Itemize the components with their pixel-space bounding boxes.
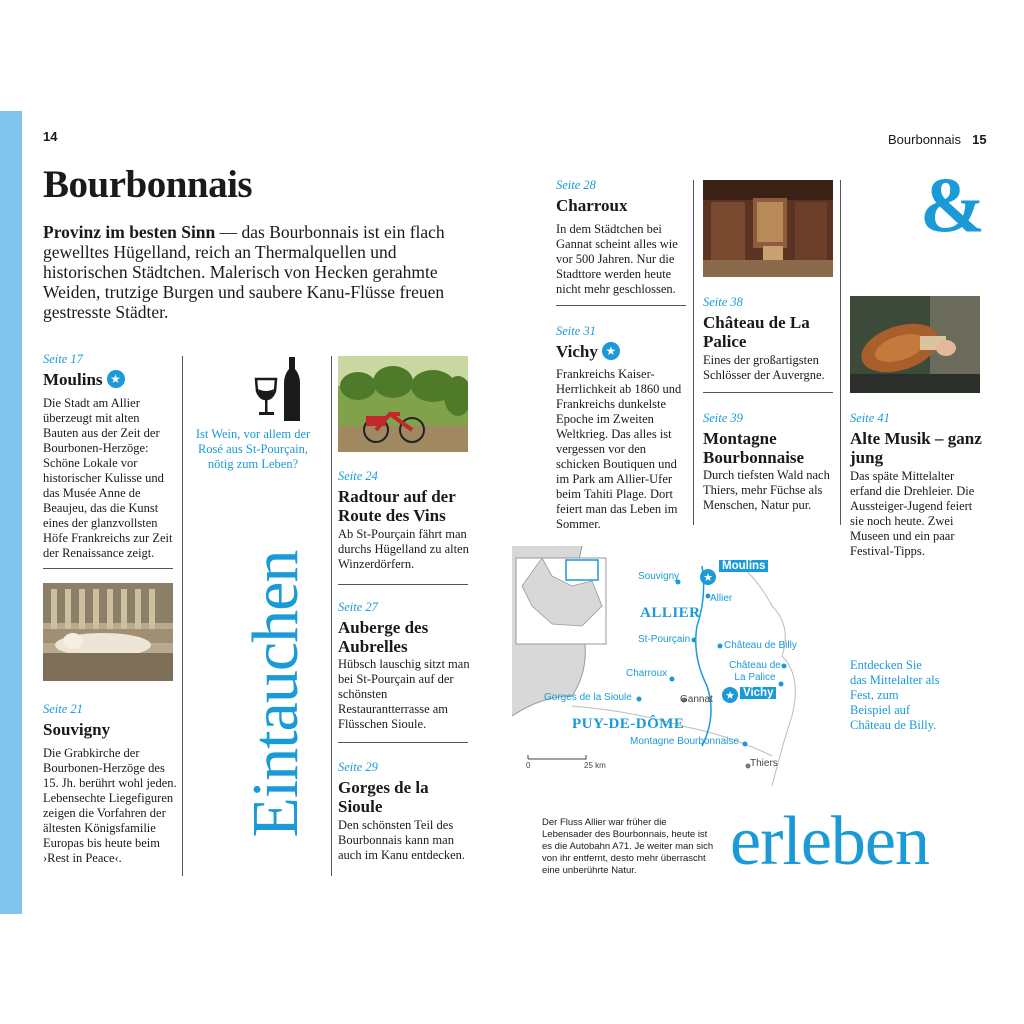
map-label-charroux: Charroux bbox=[626, 668, 668, 679]
charroux-heading: Charroux bbox=[556, 196, 628, 215]
tomb-photo bbox=[43, 583, 173, 681]
vichy-heading bbox=[556, 342, 620, 361]
hurdy-gurdy-photo bbox=[850, 296, 980, 393]
map-label-gorges: Gorges de la Sioule bbox=[544, 692, 632, 703]
chateau-interior-photo bbox=[703, 180, 833, 277]
column-divider bbox=[840, 180, 841, 525]
moulins-text: Die Stadt am Allier überzeugt mit alten Bauten aus der Zeit der Bourbonen-Herzöge: Schöne Lokale vor historischer Kulisse und das Musée Anne de Beaujeu, das die Kunst eines der glanzvollsten Höfe Frankreichs zur Zeit der Renaissance zeigt. bbox=[43, 396, 173, 560]
column-divider bbox=[331, 356, 332, 876]
radtour-seite: Seite 24 bbox=[338, 469, 378, 483]
map-label-gannat: Gannat bbox=[680, 694, 713, 705]
page-number-left: 14 bbox=[43, 129, 58, 144]
charroux-text: In dem Städtchen bei Gannat scheint alles wie vor 500 Jahren. Nur die Stadttore werden heute nicht mehr geschlossen. bbox=[556, 222, 678, 296]
map-label-montagne: Montagne Bourbonnaise bbox=[630, 736, 739, 747]
vineyard-bicycle-photo bbox=[338, 356, 468, 452]
wine-question: Ist Wein, vor allem der Rosé aus St-Pourçain, nötig zum Leben? bbox=[195, 427, 311, 471]
auberge-seite: Seite 27 bbox=[338, 600, 378, 614]
musik-seite: Seite 41 bbox=[850, 411, 890, 425]
auberge-text: Hübsch lauschig sitzt man bei St-Pourçain auf der schönsten Restaurantterrasse am Flüsschen Sioule. bbox=[338, 657, 470, 731]
gorges-heading: Gorges de la Sioule bbox=[338, 778, 429, 816]
montagne-text: Durch tiefsten Wald nach Thiers, mehr Füchse als Menschen, Natur pur. bbox=[703, 468, 830, 512]
map-scale-zero: 0 bbox=[526, 761, 531, 770]
map-region-puy: PUY-DE-DÔME bbox=[572, 716, 685, 732]
page-edge-bar bbox=[0, 111, 22, 914]
moulins-heading bbox=[43, 370, 125, 389]
map-label-chateau-lapalice: Château de La Palice bbox=[729, 660, 781, 683]
svg-text:★: ★ bbox=[703, 571, 713, 584]
moulins-heading-text: Moulins bbox=[43, 370, 103, 389]
divider bbox=[703, 392, 833, 393]
map-region-allier: ALLIER bbox=[640, 605, 701, 621]
map-caption: Der Fluss Allier war früher die Lebensader des Bourbonnais, heute ist es die Autobahn A71. Je weiter man sich von ihr entfernt, desto mehr überrascht eine unberührte Natur. bbox=[542, 817, 714, 876]
chateau-heading: Château de La Palice bbox=[703, 313, 810, 351]
souvigny-heading: Souvigny bbox=[43, 720, 111, 739]
divider bbox=[43, 568, 173, 569]
map-label-souvigny: Souvigny bbox=[638, 571, 680, 582]
intro-text: — das Bourbonnais ist ein flach gewelltes Hügelland, reich an Thermalquellen und historischen Städtchen. Malerisch von Hecken gerahmte Weiden, trutzige Burgen und saubere Kanu-Flüsse freuen gestresste Städter. bbox=[43, 222, 445, 322]
auberge-heading: Auberge des Aubrelles bbox=[338, 618, 429, 656]
star-icon: ★ bbox=[107, 370, 125, 388]
chateau-seite: Seite 38 bbox=[703, 295, 743, 309]
divider bbox=[338, 584, 468, 585]
musik-heading: Alte Musik – ganz jung bbox=[850, 429, 982, 467]
vichy-text: Frankreichs Kaiser-Herrlichkeit ab 1860 und Frankreichs dunkelste Epoche im Zweiten Weltkrieg. Das alles ist vergessen vor den schicken Boutiquen und im Park am Allier-Ufer beim Tahiti Plage. Dort feiert man das Leben im Sommer. bbox=[556, 367, 682, 531]
vertical-word-box bbox=[236, 504, 316, 884]
vertical-word: Eintauchen bbox=[239, 550, 312, 838]
radtour-heading: Radtour auf der Route des Vins bbox=[338, 487, 456, 525]
running-head bbox=[888, 129, 987, 148]
charroux-seite: Seite 28 bbox=[556, 178, 596, 192]
column-divider bbox=[693, 180, 694, 525]
wine-icon bbox=[252, 355, 304, 425]
gorges-seite: Seite 29 bbox=[338, 760, 378, 774]
side-note: Entdecken Sie das Mittelalter als Fest, zum Beispiel auf Château de Billy. bbox=[850, 658, 940, 732]
page-number-right: 15 bbox=[972, 132, 987, 147]
ampersand: & bbox=[920, 161, 985, 248]
divider bbox=[556, 305, 686, 306]
map-label-moulins: Moulins bbox=[719, 560, 768, 572]
radtour-text: Ab St-Pourçain fährt man durchs Hügelland zu alten Winzerdörfern. bbox=[338, 527, 469, 571]
musik-text: Das späte Mittelalter erfand die Drehleier. Die Aussteiger-Jugend feiert sie noch heute. Zwei Museen und ein paar Festival-Tipps. bbox=[850, 469, 975, 558]
column-divider bbox=[182, 356, 183, 876]
star-icon: ★ bbox=[602, 342, 620, 360]
map-label-chateau-billy: Château de Billy bbox=[724, 640, 797, 651]
souvigny-text: Die Grabkirche der Bourbonen-Herzöge des 15. Jh. berührt wohl jeden. Lebensechte Liegefiguren zeigen die Vorfahren der ältesten Königsfamilie Europas bis heute beim ›Rest in Peace‹. bbox=[43, 746, 177, 865]
running-head-title: Bourbonnais bbox=[888, 132, 961, 147]
region-map bbox=[512, 546, 833, 786]
montagne-heading: Montagne Bourbonnaise bbox=[703, 429, 805, 467]
divider bbox=[338, 742, 468, 743]
big-word-erleben: erleben bbox=[730, 803, 929, 880]
map-label-st-pourcain: St-Pourçain bbox=[638, 634, 691, 645]
map-label-vichy: Vichy bbox=[740, 687, 776, 699]
vichy-seite: Seite 31 bbox=[556, 324, 596, 338]
gorges-text: Den schönsten Teil des Bourbonnais kann man auch im Kanu entdecken. bbox=[338, 818, 466, 862]
souvigny-seite: Seite 21 bbox=[43, 702, 83, 716]
map-label-thiers: Thiers bbox=[750, 758, 778, 769]
map-label-allier-river: Allier bbox=[710, 593, 733, 604]
moulins-seite: Seite 17 bbox=[43, 352, 83, 366]
map-scale-km: 25 km bbox=[584, 761, 606, 770]
montagne-seite: Seite 39 bbox=[703, 411, 743, 425]
svg-text:★: ★ bbox=[725, 689, 735, 702]
chateau-text: Eines der großartigsten Schlösser der Auvergne. bbox=[703, 353, 825, 382]
intro-bold: Provinz im besten Sinn bbox=[43, 222, 216, 242]
vichy-heading-text: Vichy bbox=[556, 342, 598, 361]
page-title: Bourbonnais bbox=[43, 163, 253, 206]
intro-paragraph bbox=[43, 222, 473, 322]
